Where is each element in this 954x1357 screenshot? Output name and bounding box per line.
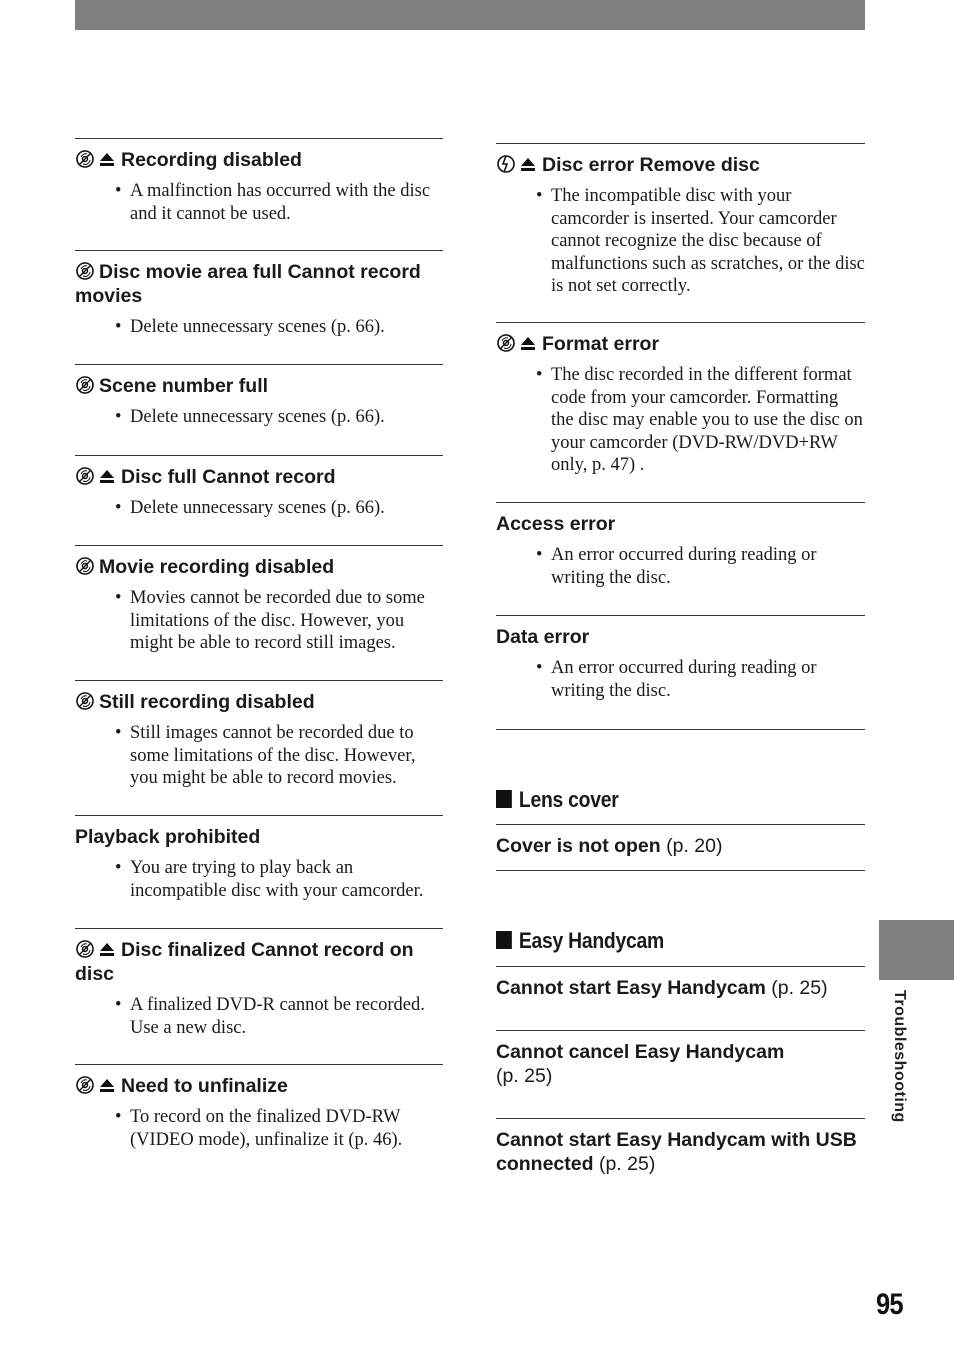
disc-rec-icon (496, 333, 516, 353)
disc-rec-icon (75, 261, 95, 281)
disc-rec-icon (75, 466, 95, 486)
eject-icon (518, 333, 538, 353)
entry-title: Scene number full (75, 374, 443, 398)
eject-icon (518, 154, 538, 174)
square-bullet-icon (496, 790, 512, 808)
entry-title: Cannot cancel Easy Handycam (p. 25) (496, 1041, 785, 1087)
entry-title: Cannot start Easy Handycam with USB connected (p. 25) (496, 1129, 857, 1175)
disc-rec-icon (75, 939, 95, 959)
entry-title: Disc movie area full Cannot record movies (75, 261, 421, 307)
disc-rec-icon (75, 556, 95, 576)
entry-title: Access error (496, 513, 616, 535)
entry-title: Disc finalized Cannot record on disc (75, 939, 414, 985)
message-entry (75, 815, 443, 902)
bullet-item: • Movies cannot be recorded due to some limitations of the disc. However, you might be able to record still images. (115, 588, 425, 653)
bullet-item: • An error occurred during reading or writing the disc. (536, 545, 817, 588)
message-entry (496, 966, 865, 1000)
bullet-item: • Delete unnecessary scenes (p. 66). (115, 498, 385, 518)
message-entry (75, 1064, 443, 1151)
section-tab (879, 920, 954, 980)
eject-icon (97, 939, 117, 959)
disc-rec-icon (75, 375, 95, 395)
disc-error-icon (496, 154, 516, 174)
message-entry (496, 322, 865, 477)
message-entry (75, 545, 443, 655)
message-entry (496, 502, 865, 589)
message-entry (496, 1118, 865, 1176)
header-bar (75, 0, 865, 30)
section-heading-easy-handycam: Easy Handycam (496, 928, 821, 954)
entry-title: Recording disabled (75, 148, 443, 172)
entry-title: Disc error Remove disc (496, 153, 865, 177)
eject-icon (97, 149, 117, 169)
bullet-item: • The incompatible disc with your camcorder is inserted. Your camcorder cannot recognize the disc because of malfunctions such as scratches, or the disc is not set correctly. (536, 186, 865, 296)
disc-rec-icon (75, 1075, 95, 1095)
bullet-item: • Still images cannot be recorded due to some limitations of the disc. However, you might be able to record movies. (115, 723, 416, 788)
entry-title: Movie recording disabled (75, 555, 443, 579)
bullet-item: • Delete unnecessary scenes (p. 66). (115, 317, 385, 337)
entry-title: Data error (496, 626, 590, 648)
section-heading-lens-cover: Lens cover (496, 787, 821, 813)
message-entry (75, 455, 443, 520)
entry-title: Playback prohibited (75, 826, 261, 848)
bullet-item: • An error occurred during reading or writing the disc. (536, 658, 817, 701)
bullet-item: • To record on the finalized DVD-RW (VIDEO mode), unfinalize it (p. 46). (115, 1107, 403, 1150)
message-entry (75, 138, 443, 225)
bullet-item: • You are trying to play back an incompatible disc with your camcorder. (115, 858, 424, 901)
bullet-item: • A finalized DVD-R cannot be recorded. Use a new disc. (115, 995, 425, 1038)
message-entry (75, 364, 443, 429)
page-number: 95 (876, 1288, 903, 1321)
eject-icon (97, 1075, 117, 1095)
entry-title: Need to unfinalize (75, 1074, 443, 1098)
square-bullet-icon (496, 931, 512, 949)
bullet-item: • The disc recorded in the different format code from your camcorder. Formatting the disc may enable you to use the disc on your camcorder (DVD-RW/DVD+RW only, p. 47) . (536, 365, 863, 475)
message-entry (496, 143, 865, 298)
side-section-label: Troubleshooting (891, 990, 908, 1123)
bullet-item: • A malfinction has occurred with the disc and it cannot be used. (115, 181, 431, 224)
message-entry (75, 250, 443, 339)
disc-rec-icon (75, 691, 95, 711)
message-entry (496, 824, 865, 871)
disc-rec-icon (75, 149, 95, 169)
message-entry (496, 1030, 865, 1088)
entry-title: Disc full Cannot record (75, 465, 443, 489)
bullet-item: • Delete unnecessary scenes (p. 66). (115, 407, 385, 427)
message-entry (75, 928, 443, 1039)
message-entry (75, 680, 443, 790)
message-entry (496, 615, 865, 730)
eject-icon (97, 466, 117, 486)
entry-title: Cannot start Easy Handycam (p. 25) (496, 977, 828, 999)
entry-title: Cover is not open (p. 20) (496, 835, 723, 857)
entry-title: Format error (496, 332, 865, 356)
entry-title: Still recording disabled (75, 690, 443, 714)
